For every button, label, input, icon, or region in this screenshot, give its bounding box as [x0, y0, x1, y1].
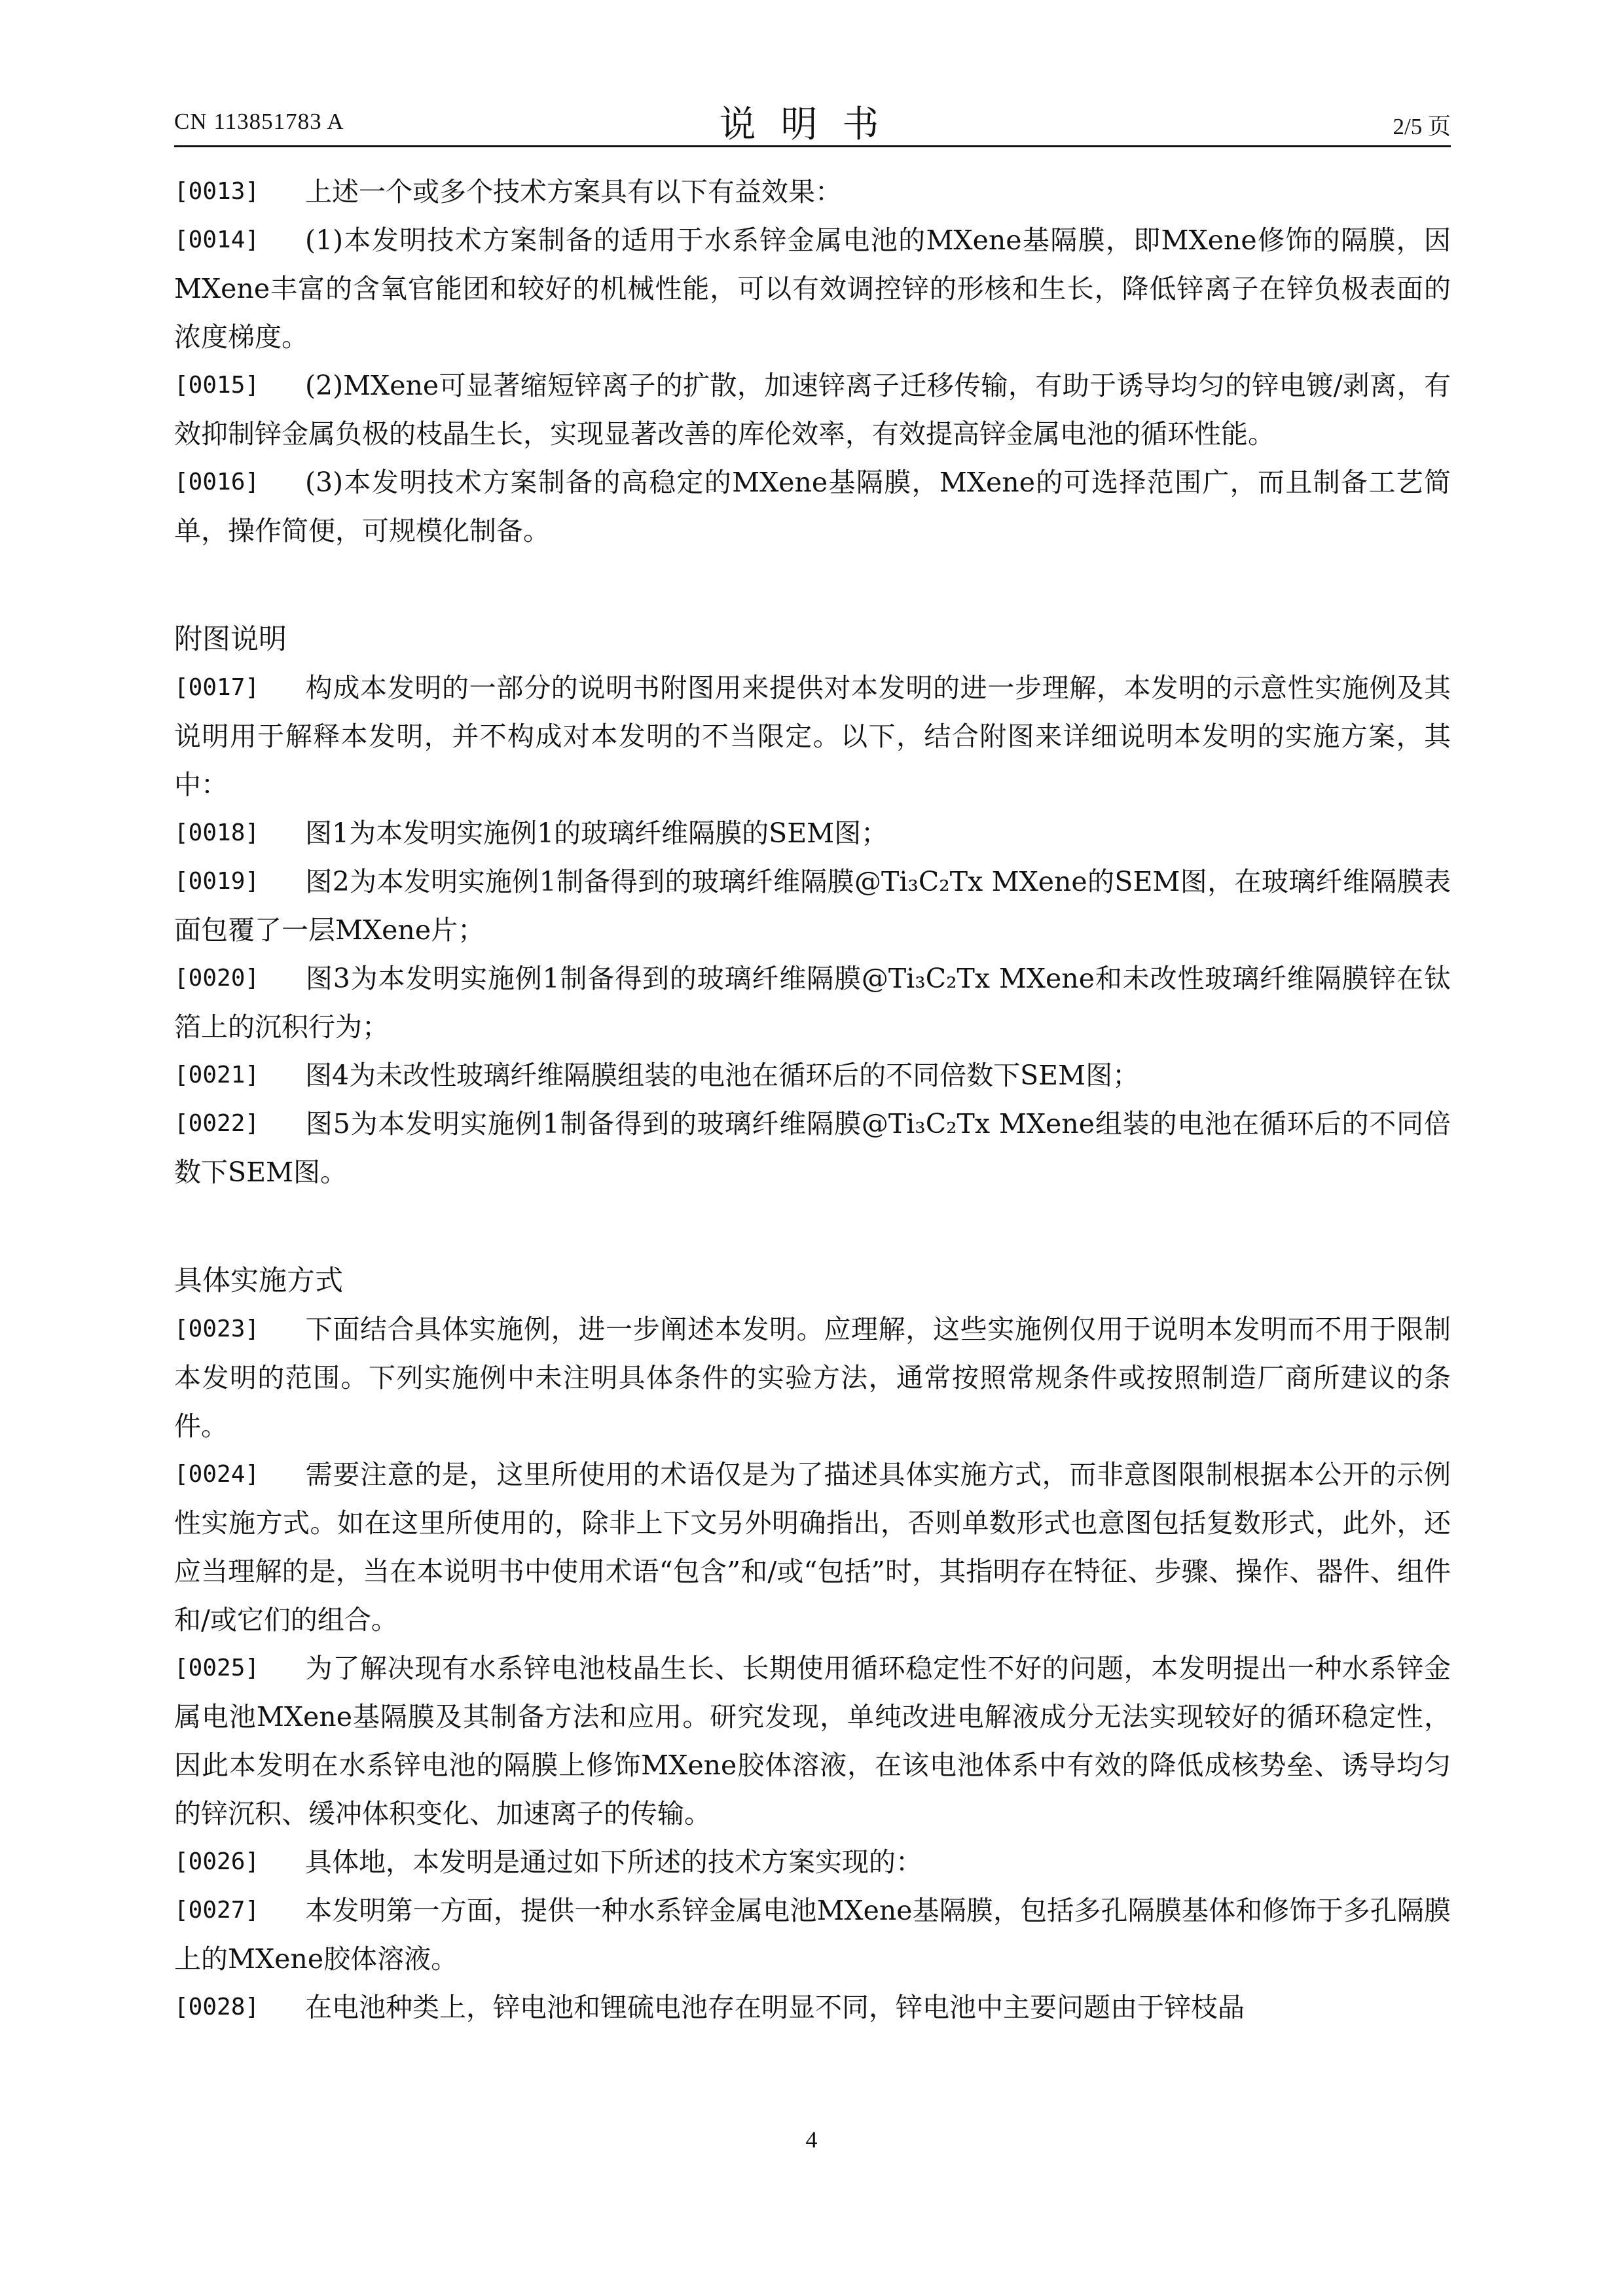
paragraph-number: [0022]	[174, 1110, 260, 1137]
document-body	[174, 168, 1451, 2032]
paragraph-text: 本发明第一方面，提供一种水系锌金属电池MXene基隔膜，包括多孔隔膜基体和修饰于多孔隔膜上的MXene胶体溶液。	[174, 1895, 1451, 1975]
patent-number: CN 113851783 A	[174, 109, 344, 134]
paragraph-text: 在电池种类上，锌电池和锂硫电池存在明显不同，锌电池中主要问题由于锌枝晶	[305, 1992, 1245, 2023]
paragraph-text: 构成本发明的一部分的说明书附图用来提供对本发明的进一步理解，本发明的示意性实施例及其说明用于解释本发明，并不构成对本发明的不当限定。以下，结合附图来详细说明本发明的实施方案，其中：	[174, 672, 1451, 800]
paragraph-text: (2)MXene可显著缩短锌离子的扩散，加速锌离子迁移传输，有助于诱导均匀的锌电镀/剥离，有效抑制锌金属负极的枝晶生长，实现显著改善的库伦效率，有效提高锌金属电池的循环性能。	[174, 370, 1451, 450]
paragraph	[174, 1983, 1451, 2032]
section-heading-embodiments: 具体实施方式	[174, 1265, 343, 1297]
paragraph-number: [0015]	[174, 372, 260, 399]
paragraph-number: [0024]	[174, 1461, 260, 1488]
section-heading-drawings: 附图说明	[174, 623, 287, 656]
paragraph	[174, 857, 1451, 954]
paragraph	[174, 1886, 1451, 1983]
paragraph-text: 图3为本发明实施例1制备得到的玻璃纤维隔膜@Ti₃C₂Tx MXene和未改性玻璃纤维隔膜锌在钛箔上的沉积行为；	[174, 963, 1451, 1043]
paragraph-text: 下面结合具体实施例，进一步阐述本发明。应理解，这些实施例仅用于说明本发明而不用于限制本发明的范围。下列实施例中未注明具体条件的实验方法，通常按照常规条件或按照制造厂商所建议的条件。	[174, 1314, 1451, 1442]
paragraph-number: [0027]	[174, 1897, 260, 1924]
paragraph	[174, 1051, 1451, 1100]
paragraph-number: [0016]	[174, 469, 260, 495]
paragraph-text: 需要注意的是，这里所使用的术语仅是为了描述具体实施方式，而非意图限制根据本公开的示例性实施方式。如在这里所使用的，除非上下文另外明确指出，否则单数形式也意图包括复数形式，此外，还应当理解的是，当在本说明书中使用术语“包含”和/或“包括”时，其指明存在特征、步骤、操作、器件、组件和/或它们的组合。	[174, 1459, 1451, 1636]
paragraph-number: [0017]	[174, 674, 260, 701]
paragraph	[174, 361, 1451, 458]
paragraph-number: [0019]	[174, 868, 260, 895]
paragraph	[174, 664, 1451, 809]
paragraph-text: 上述一个或多个技术方案具有以下有益效果：	[305, 176, 842, 207]
paragraph-text: 图5为本发明实施例1制备得到的玻璃纤维隔膜@Ti₃C₂Tx MXene组装的电池在循环后的不同倍数下SEM图。	[174, 1108, 1451, 1188]
paragraph	[174, 168, 1451, 216]
paragraph-text: (1)本发明技术方案制备的适用于水系锌金属电池的MXene基隔膜，即MXene修饰的隔膜，因MXene丰富的含氧官能团和较好的机械性能，可以有效调控锌的形核和生长，降低锌离子在锌负极表面的浓度梯度。	[174, 224, 1451, 353]
document-type-title: 说明书	[719, 103, 904, 146]
paragraph	[174, 1100, 1451, 1196]
paragraph	[174, 1305, 1451, 1450]
paragraph-number: [0025]	[174, 1655, 260, 1681]
paragraph-number: [0021]	[174, 1062, 260, 1088]
paragraph-number: [0014]	[174, 226, 260, 253]
paragraph-text: (3)本发明技术方案制备的高稳定的MXene基隔膜，MXene的可选择范围广，而且制备工艺简单，操作简便，可规模化制备。	[174, 467, 1451, 547]
paragraph-text: 图2为本发明实施例1制备得到的玻璃纤维隔膜@Ti₃C₂Tx MXene的SEM图，在玻璃纤维隔膜表面包覆了一层MXene片；	[174, 866, 1451, 946]
page-number: 4	[805, 2126, 818, 2153]
paragraph-text: 图4为未改性玻璃纤维隔膜组装的电池在循环后的不同倍数下SEM图；	[305, 1060, 1140, 1091]
paragraph-number: [0013]	[174, 178, 260, 205]
paragraph-text: 为了解决现有水系锌电池枝晶生长、长期使用循环稳定性不好的问题，本发明提出一种水系锌金属电池MXene基隔膜及其制备方法和应用。研究发现，单纯改进电解液成分无法实现较好的循环稳定性，因此本发明在水系锌电池的隔膜上修饰MXene胶体溶液，在该电池体系中有效的降低成核势垒、诱导均匀的锌沉积、缓冲体积变化、加速离子的传输。	[174, 1653, 1451, 1829]
page-indicator: 2/5 页	[1393, 114, 1451, 139]
paragraph	[174, 1450, 1451, 1644]
paragraph-number: [0020]	[174, 965, 260, 992]
paragraph-text: 图1为本发明实施例1的玻璃纤维隔膜的SEM图；	[305, 817, 888, 849]
paragraph-text: 具体地，本发明是通过如下所述的技术方案实现的：	[305, 1846, 922, 1878]
paragraph	[174, 954, 1451, 1051]
header-divider	[174, 145, 1451, 147]
paragraph-number: [0023]	[174, 1316, 260, 1342]
paragraph	[174, 458, 1451, 555]
paragraph	[174, 1838, 1451, 1886]
paragraph	[174, 1644, 1451, 1838]
paragraph	[174, 809, 1451, 857]
paragraph-number: [0026]	[174, 1848, 260, 1875]
paragraph-number: [0028]	[174, 1994, 260, 2020]
paragraph	[174, 216, 1451, 361]
paragraph-number: [0018]	[174, 819, 260, 846]
